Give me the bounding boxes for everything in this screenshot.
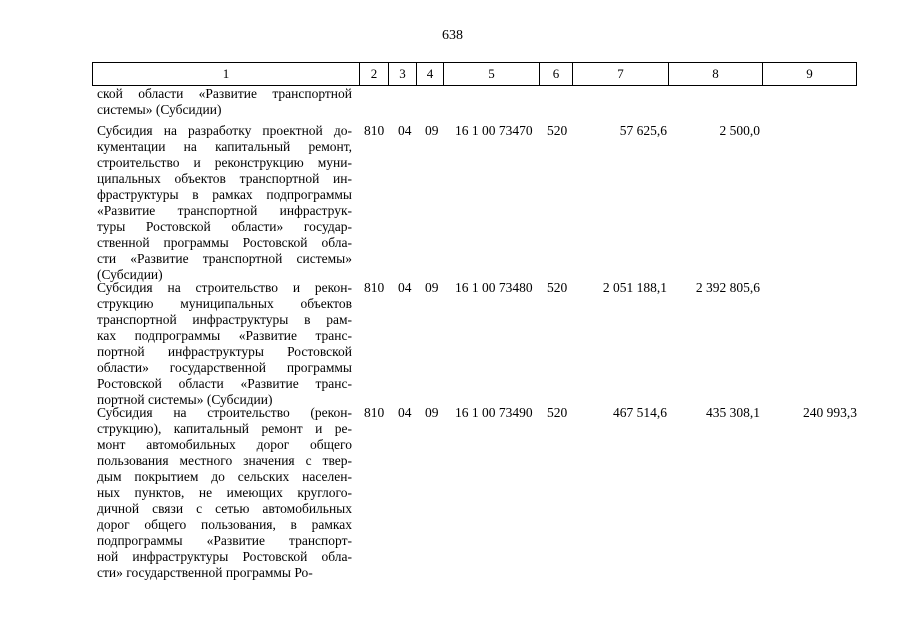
cell-c9: 240 993,3 (803, 405, 857, 420)
page-number: 638 (442, 28, 463, 43)
description-line: «Развитие транспортной инфраструк- (97, 203, 352, 218)
cell-c2: 810 (364, 280, 385, 295)
description-line: пользования местного значения с твер- (97, 453, 352, 468)
description-line: Субсидия на строительство (рекон- (97, 405, 352, 420)
description-line: кументации на капитальный ремонт, (97, 139, 352, 154)
cell-c5: 16 1 00 73490 (455, 405, 533, 420)
description-line: ской области «Развитие транспортной (97, 86, 352, 101)
description-line: фраструктуры в рамках подпрограммы (97, 187, 352, 202)
description-line: Ростовской области «Развитие транс- (97, 376, 352, 391)
cell-c6: 520 (547, 123, 568, 138)
cell-c7: 467 514,6 (613, 405, 667, 420)
cell-c7: 57 625,6 (619, 123, 667, 138)
header-col-2: 2 (360, 63, 389, 85)
description-line: дичной связи с сетью автомобильных (97, 501, 352, 516)
cell-c5: 16 1 00 73480 (455, 280, 533, 295)
cell-c4: 09 (425, 280, 439, 295)
row-description (97, 86, 352, 118)
cell-c6: 520 (547, 405, 568, 420)
cell-c3: 04 (398, 123, 412, 138)
description-line: струкцию), капитальный ремонт и ре- (97, 421, 352, 436)
table-header (92, 62, 857, 86)
cell-c8: 2 500,0 (719, 123, 760, 138)
description-line: струкцию муниципальных объектов (97, 296, 352, 311)
cell-c6: 520 (547, 280, 568, 295)
cell-c3: 04 (398, 405, 412, 420)
cell-c3: 04 (398, 280, 412, 295)
description-line: области» государственной программы (97, 360, 352, 375)
description-line: портной инфраструктуры Ростовской (97, 344, 352, 359)
description-line: транспортной инфраструктуры в рам- (97, 312, 352, 327)
cell-c8: 435 308,1 (706, 405, 760, 420)
cell-c2: 810 (364, 123, 385, 138)
header-col-3: 3 (389, 63, 417, 85)
header-col-4: 4 (417, 63, 444, 85)
row-description (97, 123, 352, 283)
header-col-1: 1 (93, 63, 360, 85)
cell-c7: 2 051 188,1 (602, 280, 667, 295)
header-col-6: 6 (540, 63, 573, 85)
description-line: дорог общего пользования, в рамках (97, 517, 352, 532)
description-line: портной системы» (Субсидии) (97, 392, 273, 407)
cell-c4: 09 (425, 123, 439, 138)
description-line: Субсидия на разработку проектной до- (97, 123, 352, 138)
description-line: монт автомобильных дорог общего (97, 437, 352, 452)
description-line: ных пунктов, не имеющих круглого- (97, 485, 352, 500)
description-line: туры Ростовской области» государ- (97, 219, 352, 234)
header-col-8: 8 (669, 63, 763, 85)
description-line: (Субсидии) (97, 267, 163, 282)
description-line: строительство и реконструкцию муни- (97, 155, 352, 170)
description-line: ной инфраструктуры Ростовской обла- (97, 549, 352, 564)
description-line: системы» (Субсидии) (97, 102, 222, 117)
description-line: подпрограммы «Развитие транспорт- (97, 533, 352, 548)
cell-c4: 09 (425, 405, 439, 420)
header-col-7: 7 (573, 63, 669, 85)
header-col-9: 9 (763, 63, 857, 85)
cell-c2: 810 (364, 405, 385, 420)
row-description (97, 405, 352, 581)
description-line: ципальных объектов транспортной ин- (97, 171, 352, 186)
description-line: дым покрытием до сельских населен- (97, 469, 352, 484)
description-line: сти «Развитие транспортной системы» (97, 251, 352, 266)
row-description (97, 280, 352, 408)
cell-c8: 2 392 805,6 (695, 280, 760, 295)
description-line: ках подпрограммы «Развитие транс- (97, 328, 352, 343)
description-line: сти» государственной программы Ро- (97, 565, 313, 580)
cell-c5: 16 1 00 73470 (455, 123, 533, 138)
header-col-5: 5 (444, 63, 540, 85)
description-line: ственной программы Ростовской обла- (97, 235, 352, 250)
description-line: Субсидия на строительство и рекон- (97, 280, 352, 295)
